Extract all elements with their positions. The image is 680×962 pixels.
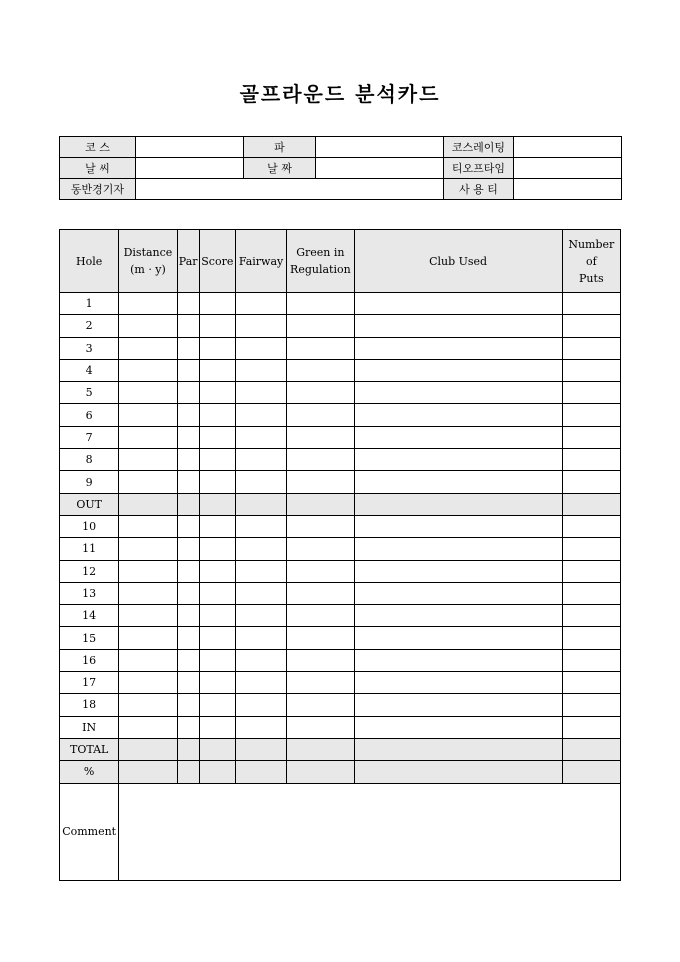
in-cell[interactable]: [199, 716, 235, 738]
hole-entry-cell[interactable]: [119, 672, 177, 694]
hole-entry-cell[interactable]: [177, 471, 199, 493]
hole-entry-cell[interactable]: [119, 649, 177, 671]
hole-entry-cell[interactable]: [199, 471, 235, 493]
hole-entry-cell[interactable]: [199, 449, 235, 471]
total-cell[interactable]: [287, 738, 354, 760]
hole-row: [60, 293, 621, 315]
hole-entry-cell[interactable]: [119, 515, 177, 537]
tee-used-label: 사 용 티: [444, 179, 514, 200]
hole-entry-cell[interactable]: [354, 538, 562, 560]
date-field[interactable]: [316, 158, 444, 179]
hole-entry-cell[interactable]: [199, 404, 235, 426]
hole-entry-cell[interactable]: [235, 515, 286, 537]
hole-entry-cell[interactable]: [354, 359, 562, 381]
hole-entry-cell[interactable]: [287, 471, 354, 493]
hole-entry-cell[interactable]: [287, 515, 354, 537]
hole-row: [60, 538, 621, 560]
hole-entry-cell[interactable]: [235, 627, 286, 649]
hole-entry-cell[interactable]: [287, 560, 354, 582]
hole-entry-cell[interactable]: [287, 649, 354, 671]
hole-entry-cell[interactable]: [354, 337, 562, 359]
hole-row: [60, 605, 621, 627]
hole-number: 5: [60, 382, 119, 404]
hole-entry-cell[interactable]: [354, 605, 562, 627]
hole-row: [60, 449, 621, 471]
hole-entry-cell[interactable]: [562, 449, 620, 471]
hole-entry-cell[interactable]: [562, 315, 620, 337]
percent-cell[interactable]: [562, 761, 620, 783]
hole-entry-cell[interactable]: [177, 337, 199, 359]
hole-number: 2: [60, 315, 119, 337]
hole-entry-cell[interactable]: [199, 337, 235, 359]
hole-entry-cell[interactable]: [119, 471, 177, 493]
hole-entry-cell[interactable]: [562, 359, 620, 381]
scorecard-table: [59, 229, 621, 881]
hole-row: [60, 672, 621, 694]
hole-entry-cell[interactable]: [119, 404, 177, 426]
hole-entry-cell[interactable]: [177, 649, 199, 671]
course-field[interactable]: [136, 137, 244, 158]
hole-entry-cell[interactable]: [287, 404, 354, 426]
hole-row: [60, 694, 621, 716]
total-cell[interactable]: [119, 738, 177, 760]
hole-entry-cell[interactable]: [177, 404, 199, 426]
hole-entry-cell[interactable]: [119, 426, 177, 448]
hole-entry-cell[interactable]: [235, 649, 286, 671]
out-cell[interactable]: [287, 493, 354, 515]
hole-entry-cell[interactable]: [562, 672, 620, 694]
hole-entry-cell[interactable]: [562, 404, 620, 426]
hole-entry-cell[interactable]: [177, 382, 199, 404]
hole-entry-cell[interactable]: [177, 672, 199, 694]
hole-entry-cell[interactable]: [199, 605, 235, 627]
hole-entry-cell[interactable]: [199, 538, 235, 560]
hole-entry-cell[interactable]: [199, 293, 235, 315]
course-rating-field[interactable]: [514, 137, 622, 158]
hole-entry-cell[interactable]: [562, 337, 620, 359]
hole-entry-cell[interactable]: [119, 538, 177, 560]
hole-entry-cell[interactable]: [119, 605, 177, 627]
hole-entry-cell[interactable]: [235, 315, 286, 337]
hole-entry-cell[interactable]: [562, 538, 620, 560]
hole-entry-cell[interactable]: [235, 404, 286, 426]
hole-entry-cell[interactable]: [119, 315, 177, 337]
hole-entry-cell[interactable]: [199, 315, 235, 337]
hole-entry-cell[interactable]: [235, 560, 286, 582]
hole-entry-cell[interactable]: [287, 538, 354, 560]
hole-entry-cell[interactable]: [235, 694, 286, 716]
hole-row: [60, 404, 621, 426]
percent-cell[interactable]: [119, 761, 177, 783]
in-label: IN: [60, 716, 119, 738]
hole-entry-cell[interactable]: [287, 293, 354, 315]
hole-entry-cell[interactable]: [199, 359, 235, 381]
hole-number: 7: [60, 426, 119, 448]
hole-number: 3: [60, 337, 119, 359]
hole-header: Hole: [60, 230, 119, 293]
hole-number: 15: [60, 627, 119, 649]
hole-entry-cell[interactable]: [177, 538, 199, 560]
hole-entry-cell[interactable]: [562, 605, 620, 627]
hole-entry-cell[interactable]: [177, 515, 199, 537]
total-row: [60, 738, 621, 760]
in-cell[interactable]: [562, 716, 620, 738]
hole-entry-cell[interactable]: [177, 627, 199, 649]
total-label: TOTAL: [60, 738, 119, 760]
hole-number: 4: [60, 359, 119, 381]
hole-entry-cell[interactable]: [287, 672, 354, 694]
hole-entry-cell[interactable]: [562, 515, 620, 537]
hole-entry-cell[interactable]: [119, 359, 177, 381]
hole-entry-cell[interactable]: [354, 449, 562, 471]
hole-entry-cell[interactable]: [119, 582, 177, 604]
hole-entry-cell[interactable]: [287, 627, 354, 649]
hole-entry-cell[interactable]: [119, 293, 177, 315]
tee-used-field[interactable]: [514, 179, 622, 200]
hole-entry-cell[interactable]: [119, 560, 177, 582]
hole-row: [60, 515, 621, 537]
hole-entry-cell[interactable]: [199, 694, 235, 716]
in-cell[interactable]: [177, 716, 199, 738]
hole-number: 13: [60, 582, 119, 604]
hole-entry-cell[interactable]: [199, 382, 235, 404]
gir-header: Green in Regulation: [287, 230, 354, 293]
percent-cell[interactable]: [177, 761, 199, 783]
hole-entry-cell[interactable]: [119, 694, 177, 716]
hole-entry-cell[interactable]: [354, 694, 562, 716]
out-cell[interactable]: [199, 493, 235, 515]
comment-row: [60, 783, 621, 880]
hole-entry-cell[interactable]: [562, 471, 620, 493]
weather-field[interactable]: [136, 158, 244, 179]
hole-row: [60, 649, 621, 671]
out-label: OUT: [60, 493, 119, 515]
in-cell[interactable]: [119, 716, 177, 738]
hole-number: 16: [60, 649, 119, 671]
par-label: 파: [244, 137, 316, 158]
out-cell[interactable]: [562, 493, 620, 515]
hole-entry-cell[interactable]: [354, 560, 562, 582]
fairway-header: Fairway: [235, 230, 286, 293]
total-cell[interactable]: [235, 738, 286, 760]
date-label: 날 짜: [244, 158, 316, 179]
hole-entry-cell[interactable]: [199, 560, 235, 582]
hole-row: [60, 471, 621, 493]
hole-entry-cell[interactable]: [354, 672, 562, 694]
page-title: 골프라운드 분석카드: [239, 82, 441, 106]
percent-cell[interactable]: [287, 761, 354, 783]
percent-cell[interactable]: [199, 761, 235, 783]
hole-number: 9: [60, 471, 119, 493]
hole-entry-cell[interactable]: [354, 627, 562, 649]
hole-entry-cell[interactable]: [199, 649, 235, 671]
hole-entry-cell[interactable]: [562, 694, 620, 716]
hole-number: 17: [60, 672, 119, 694]
hole-row: [60, 627, 621, 649]
score-header: Score: [199, 230, 235, 293]
hole-number: 6: [60, 404, 119, 426]
hole-entry-cell[interactable]: [177, 605, 199, 627]
course-label: 코 스: [60, 137, 136, 158]
hole-entry-cell[interactable]: [119, 337, 177, 359]
hole-entry-cell[interactable]: [354, 426, 562, 448]
hole-number: 1: [60, 293, 119, 315]
hole-entry-cell[interactable]: [177, 315, 199, 337]
hole-entry-cell[interactable]: [562, 560, 620, 582]
total-cell[interactable]: [562, 738, 620, 760]
hole-entry-cell[interactable]: [235, 426, 286, 448]
hole-entry-cell[interactable]: [287, 582, 354, 604]
in-cell[interactable]: [354, 716, 562, 738]
hole-entry-cell[interactable]: [354, 404, 562, 426]
hole-entry-cell[interactable]: [562, 426, 620, 448]
hole-entry-cell[interactable]: [287, 315, 354, 337]
out-row: [60, 493, 621, 515]
hole-entry-cell[interactable]: [562, 582, 620, 604]
hole-entry-cell[interactable]: [235, 672, 286, 694]
hole-entry-cell[interactable]: [354, 582, 562, 604]
out-cell[interactable]: [235, 493, 286, 515]
hole-number: 18: [60, 694, 119, 716]
percent-row: [60, 761, 621, 783]
hole-entry-cell[interactable]: [119, 382, 177, 404]
hole-entry-cell[interactable]: [235, 293, 286, 315]
hole-entry-cell[interactable]: [199, 426, 235, 448]
hole-entry-cell[interactable]: [235, 449, 286, 471]
percent-label: %: [60, 761, 119, 783]
hole-entry-cell[interactable]: [354, 315, 562, 337]
header-row: [60, 230, 621, 293]
total-cell[interactable]: [354, 738, 562, 760]
hole-row: [60, 315, 621, 337]
hole-entry-cell[interactable]: [562, 382, 620, 404]
companions-field[interactable]: [136, 179, 444, 200]
hole-entry-cell[interactable]: [287, 426, 354, 448]
hole-row: [60, 426, 621, 448]
companions-label: 동반경기자: [60, 179, 136, 200]
out-cell[interactable]: [177, 493, 199, 515]
out-cell[interactable]: [119, 493, 177, 515]
hole-entry-cell[interactable]: [119, 627, 177, 649]
hole-entry-cell[interactable]: [354, 515, 562, 537]
out-cell[interactable]: [354, 493, 562, 515]
hole-row: [60, 382, 621, 404]
hole-entry-cell[interactable]: [354, 649, 562, 671]
hole-row: [60, 560, 621, 582]
tee-off-field[interactable]: [514, 158, 622, 179]
hole-entry-cell[interactable]: [235, 605, 286, 627]
in-cell[interactable]: [235, 716, 286, 738]
hole-number: 8: [60, 449, 119, 471]
hole-entry-cell[interactable]: [177, 560, 199, 582]
par-field[interactable]: [316, 137, 444, 158]
in-cell[interactable]: [287, 716, 354, 738]
hole-entry-cell[interactable]: [287, 337, 354, 359]
hole-entry-cell[interactable]: [177, 359, 199, 381]
hole-entry-cell[interactable]: [287, 449, 354, 471]
percent-cell[interactable]: [354, 761, 562, 783]
hole-entry-cell[interactable]: [354, 471, 562, 493]
weather-label: 날 씨: [60, 158, 136, 179]
hole-row: [60, 582, 621, 604]
hole-number: 14: [60, 605, 119, 627]
hole-row: [60, 337, 621, 359]
hole-entry-cell[interactable]: [177, 449, 199, 471]
total-cell[interactable]: [199, 738, 235, 760]
hole-row: [60, 359, 621, 381]
hole-entry-cell[interactable]: [235, 337, 286, 359]
hole-entry-cell[interactable]: [199, 672, 235, 694]
hole-entry-cell[interactable]: [119, 449, 177, 471]
hole-entry-cell[interactable]: [177, 582, 199, 604]
hole-entry-cell[interactable]: [199, 515, 235, 537]
course-rating-label: 코스레이팅: [444, 137, 514, 158]
round-info-table: [59, 136, 622, 200]
tee-off-label: 티오프타임: [444, 158, 514, 179]
hole-entry-cell[interactable]: [235, 538, 286, 560]
hole-entry-cell[interactable]: [354, 382, 562, 404]
hole-entry-cell[interactable]: [354, 293, 562, 315]
par-header: Par: [177, 230, 199, 293]
percent-cell[interactable]: [235, 761, 286, 783]
hole-entry-cell[interactable]: [235, 359, 286, 381]
hole-entry-cell[interactable]: [199, 627, 235, 649]
hole-entry-cell[interactable]: [235, 471, 286, 493]
comment-field[interactable]: [119, 783, 621, 880]
hole-number: 12: [60, 560, 119, 582]
hole-entry-cell[interactable]: [177, 293, 199, 315]
distance-header: Distance (m · y): [119, 230, 177, 293]
club-used-header: Club Used: [354, 230, 562, 293]
hole-number: 11: [60, 538, 119, 560]
hole-entry-cell[interactable]: [177, 426, 199, 448]
hole-number: 10: [60, 515, 119, 537]
hole-entry-cell[interactable]: [235, 582, 286, 604]
hole-entry-cell[interactable]: [199, 582, 235, 604]
hole-entry-cell[interactable]: [562, 293, 620, 315]
total-cell[interactable]: [177, 738, 199, 760]
hole-entry-cell[interactable]: [287, 694, 354, 716]
hole-entry-cell[interactable]: [287, 382, 354, 404]
comment-label: Comment: [60, 783, 119, 880]
hole-entry-cell[interactable]: [287, 359, 354, 381]
hole-entry-cell[interactable]: [177, 694, 199, 716]
puts-header: Number of Puts: [562, 230, 620, 293]
hole-entry-cell[interactable]: [562, 627, 620, 649]
in-row: [60, 716, 621, 738]
hole-entry-cell[interactable]: [562, 649, 620, 671]
hole-entry-cell[interactable]: [235, 382, 286, 404]
hole-entry-cell[interactable]: [287, 605, 354, 627]
